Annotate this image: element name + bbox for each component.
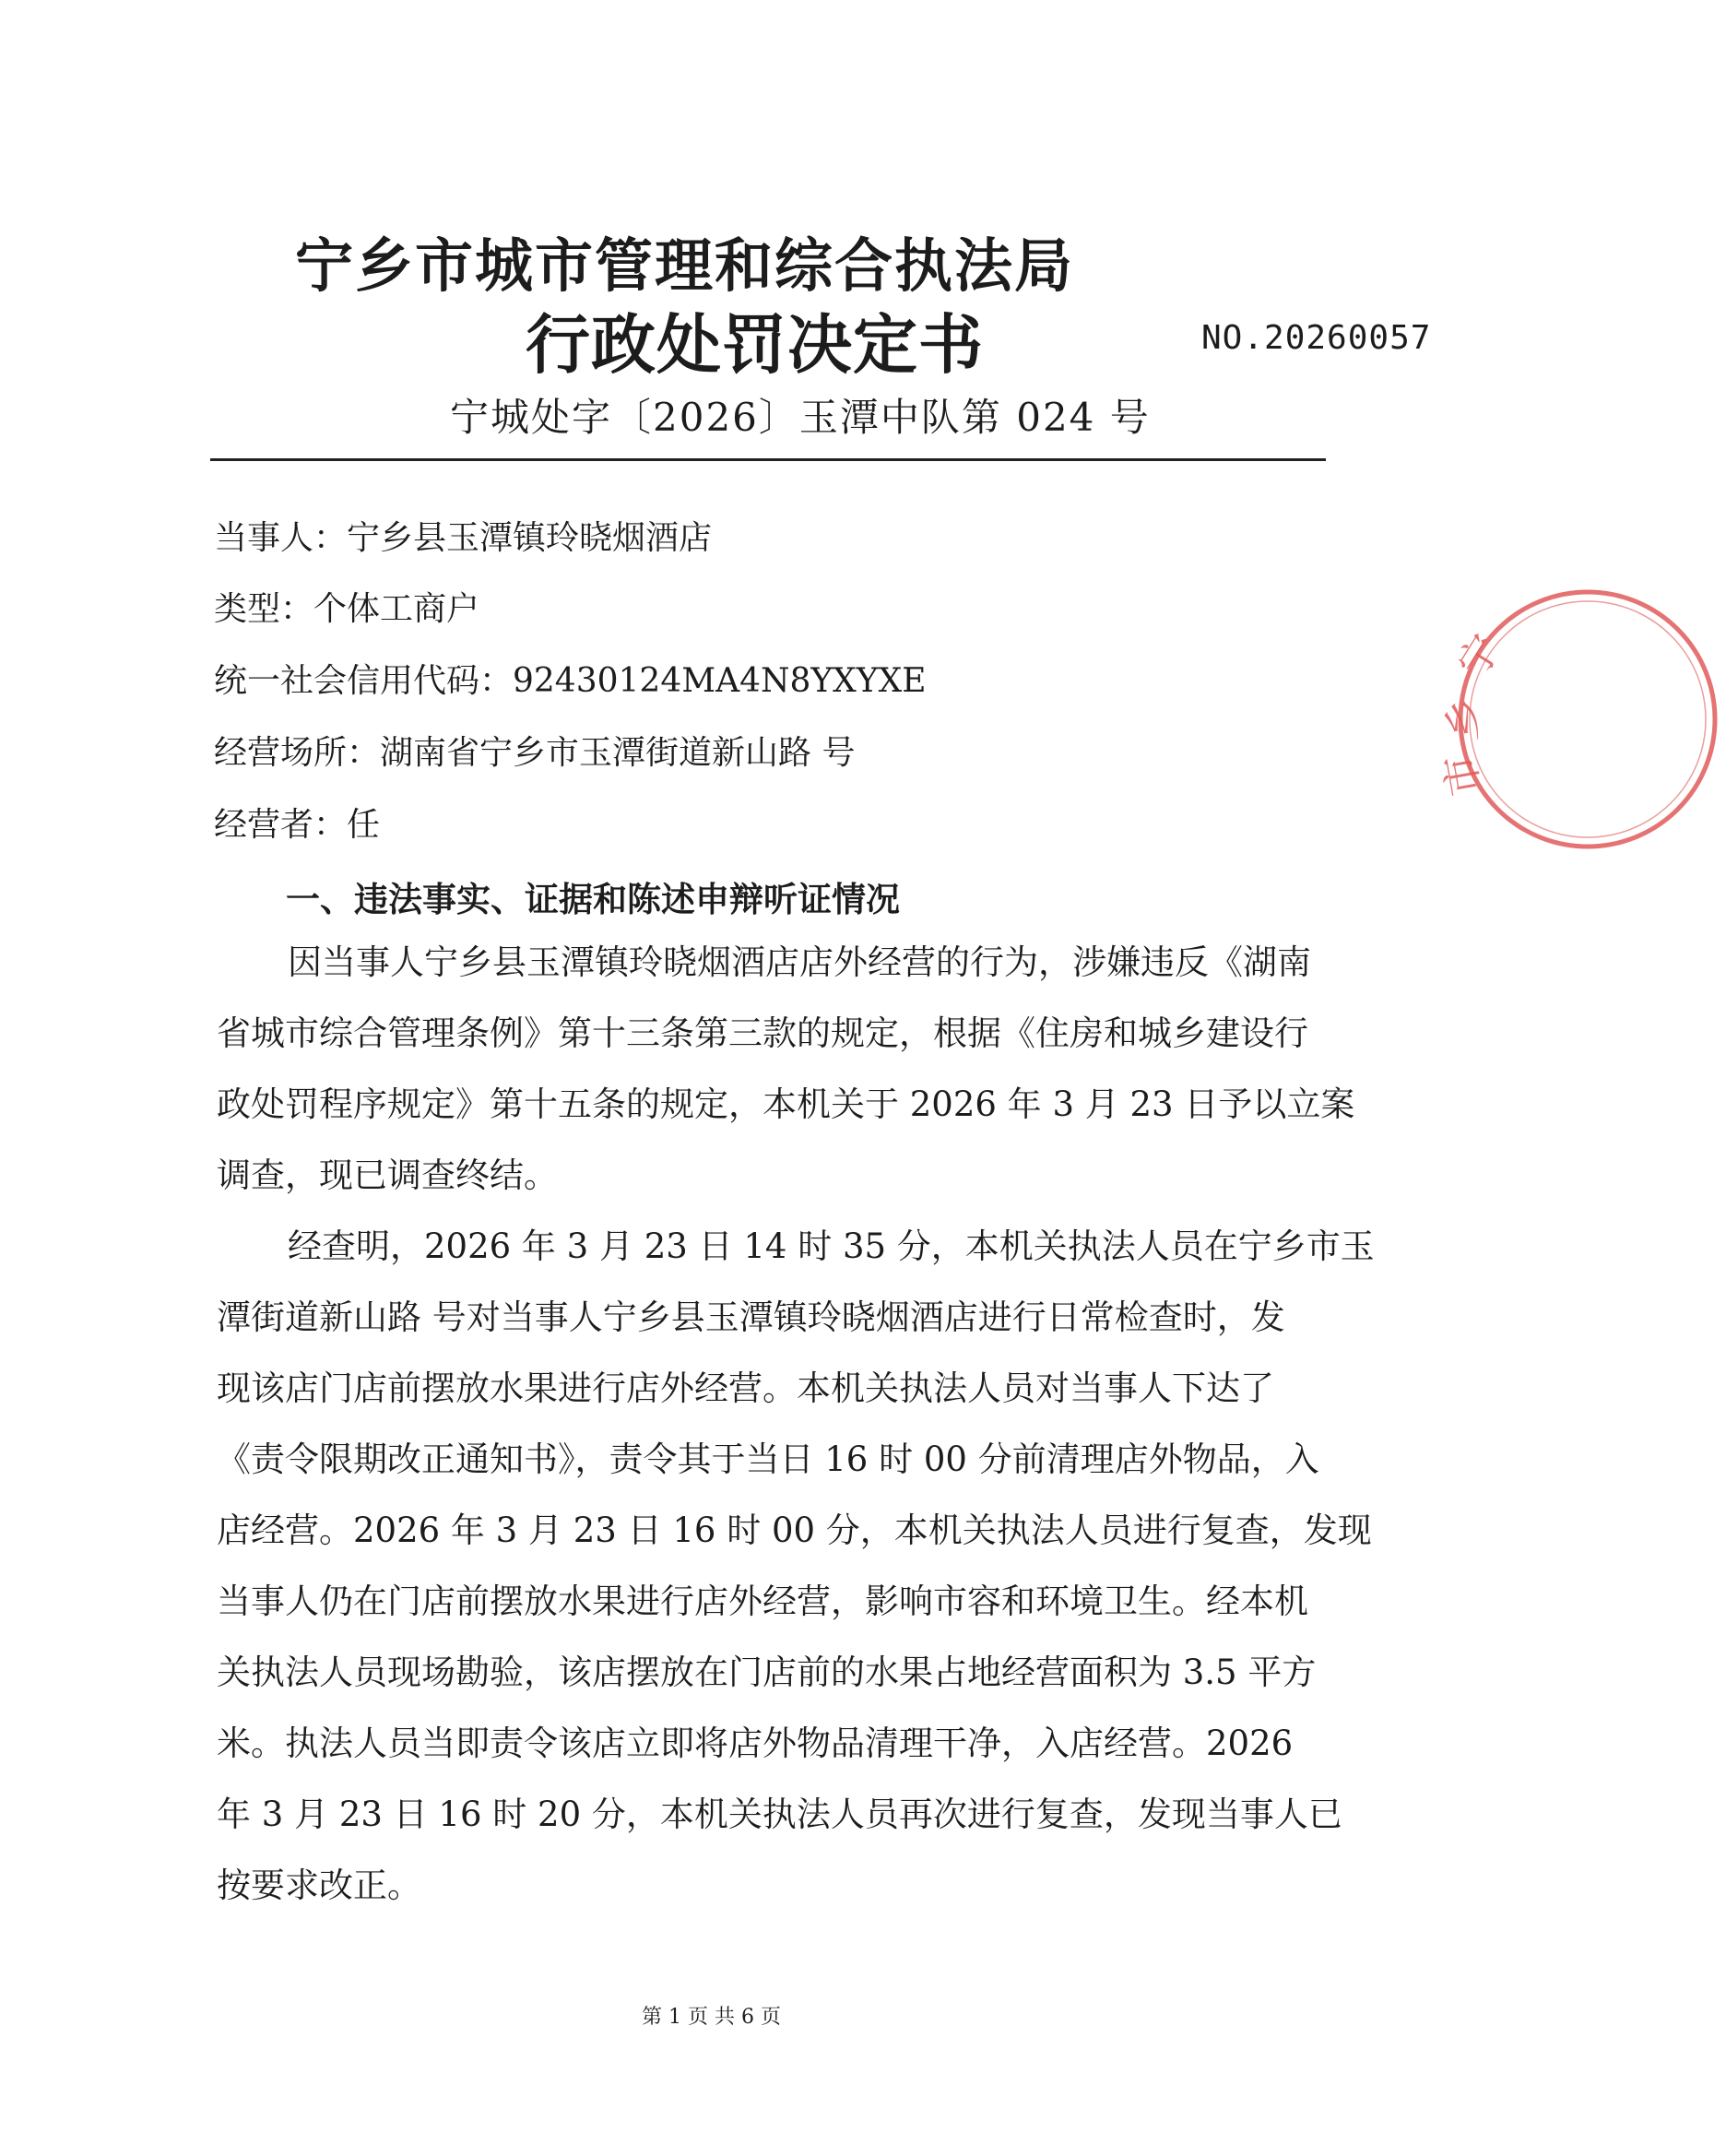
header-divider [210,458,1326,461]
paragraph-line: 关执法人员现场勘验，该店摆放在门店前的水果占地经营面积为 3.5 平方 [217,1653,1317,1692]
paragraph-line: 按要求改正。 [217,1866,421,1905]
document-number: NO.20260057 [1201,319,1432,357]
paragraph-line: 省城市综合管理条例》第十三条第三款的规定，根据《住房和城乡建设行 [217,1013,1308,1053]
paragraph-line: 调查，现已调查终结。 [217,1155,558,1195]
party-type: 类型：个体工商户 [214,590,480,628]
paragraph-line: 政处罚程序规定》第十五条的规定，本机关于 2026 年 3 月 23 日予以立案 [217,1084,1355,1124]
section-heading: 一、违法事实、证据和陈述申辩听证情况 [286,879,900,919]
paragraph-line: 经查明，2026 年 3 月 23 日 14 时 35 分，本机关执法人员在宁乡市玉 [288,1226,1375,1266]
page-footer: 第 1 页 共 6 页 [642,2006,781,2029]
party-credit-code: 统一社会信用代码：92430124MA4N8YXYXE [214,662,927,700]
agency-name: 宁乡市城市管理和综合执法局 [295,231,1074,300]
paragraph-line: 因当事人宁乡县玉潭镇玲晓烟酒店店外经营的行为，涉嫌违反《湖南 [288,942,1311,982]
paragraph-line: 米。执法人员当即责令该店立即将店外物品清理干净，入店经营。2026 [217,1724,1294,1763]
party-operator: 经营者：任 [214,806,381,844]
paragraph-line: 店经营。2026 年 3 月 23 日 16 时 00 分，本机关执法人员进行复查，发现 [217,1510,1372,1550]
svg-text:宁: 宁 [1448,626,1511,687]
paragraph-line: 年 3 月 23 日 16 时 20 分，本机关执法人员再次进行复查，发现当事人已 [217,1795,1342,1834]
paragraph-line: 《责令限期改正通知书》，责令其于当日 16 时 00 分前清理店外物品，入 [217,1439,1319,1479]
case-number: 宁城处字〔2026〕玉潭中队第 024 号 [450,395,1151,440]
party-name: 当事人：宁乡县玉潭镇玲晓烟酒店 [214,519,713,557]
official-seal [1436,581,1726,858]
party-address: 经营场所：湖南省宁乡市玉潭街道新山路 号 [214,734,856,772]
document-title: 行政处罚决定书 [526,306,984,383]
paragraph-line: 当事人仍在门店前摆放水果进行店外经营，影响市容和环境卫生。经本机 [217,1581,1308,1621]
paragraph-line: 现该店门店前摆放水果进行店外经营。本机关执法人员对当事人下达了 [217,1368,1274,1408]
paragraph-line: 潭街道新山路 号对当事人宁乡县玉潭镇玲晓烟酒店进行日常检查时，发 [217,1297,1285,1337]
svg-text:乡: 乡 [1437,694,1492,743]
svg-text:市: 市 [1436,751,1490,800]
